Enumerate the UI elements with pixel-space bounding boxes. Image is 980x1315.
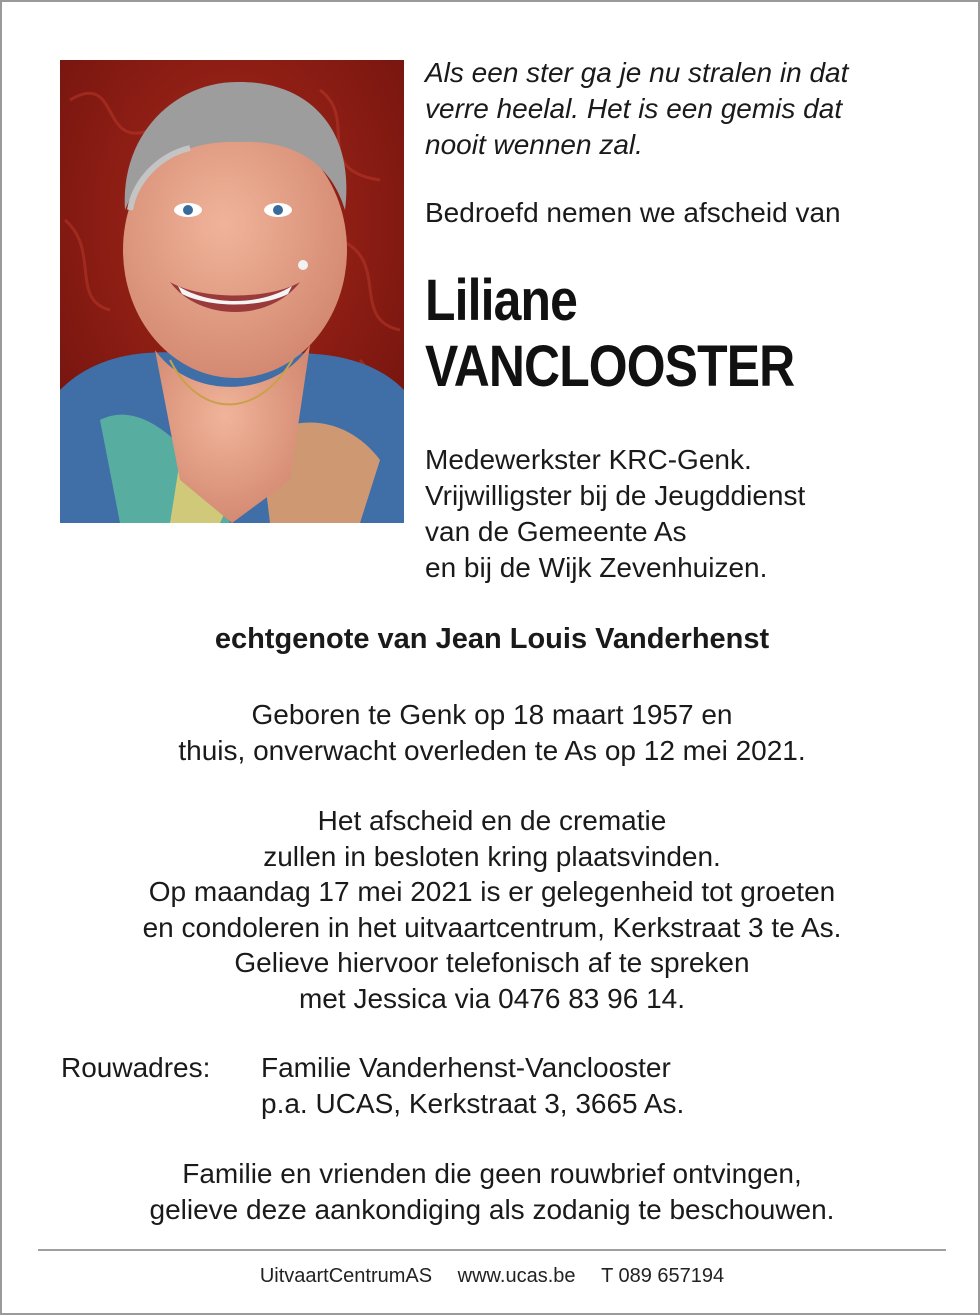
- birth-death-text: [2, 697, 980, 768]
- ceremony-line: zullen in besloten kring plaatsvinden.: [263, 840, 721, 872]
- intro-text: Bedroefd nemen we afscheid van: [425, 197, 841, 228]
- ceremony-text: [2, 803, 980, 1016]
- role-line: van de Gemeente As: [425, 516, 687, 547]
- portrait-illustration: [60, 60, 404, 523]
- born-line: thuis, onverwacht overleden te As op 12 mei 2021.: [178, 734, 806, 766]
- address-label: Rouwadres:: [61, 1052, 211, 1083]
- footer: [2, 1262, 980, 1290]
- ceremony-line: met Jessica via 0476 83 96 14.: [298, 982, 685, 1014]
- poem-line: Als een ster ga je nu stralen in dat: [425, 57, 849, 88]
- ceremony-line: Op maandag 17 mei 2021 is er gelegenheid tot groeten: [148, 876, 836, 907]
- spouse-line: echtgenote van Jean Louis Vanderhenst: [214, 623, 770, 655]
- poem-line: verre heelal. Het is een gemis dat: [425, 93, 843, 124]
- poem-line: nooit wennen zal.: [425, 129, 643, 160]
- ceremony-line: Gelieve hiervoor telefonisch af te spreken: [234, 947, 750, 978]
- footer-website: www.ucas.be: [457, 1265, 576, 1287]
- footer-divider: [38, 1249, 946, 1251]
- address-line: Familie Vanderhenst-Vanclooster: [261, 1052, 671, 1083]
- footer-company: UitvaartCentrumAS: [259, 1265, 433, 1287]
- portrait-photo: [60, 60, 404, 523]
- footer-phone: T 089 657194: [601, 1265, 725, 1287]
- notice-line: Familie en vrienden die geen rouwbrief ontvingen,: [182, 1158, 802, 1189]
- role-line: Medewerkster KRC-Genk.: [425, 444, 752, 475]
- address-line: p.a. UCAS, Kerkstraat 3, 3665 As.: [261, 1088, 685, 1119]
- ceremony-line: Het afscheid en de crematie: [317, 805, 667, 836]
- first-name: Liliane: [425, 268, 577, 333]
- memorial-poem: [425, 55, 848, 163]
- role-line: Vrijwilligster bij de Jeugddienst: [425, 480, 806, 511]
- address-lines: [261, 1050, 684, 1122]
- roles-text: [425, 442, 805, 586]
- born-line: Geboren te Genk op 18 maart 1957 en: [251, 699, 733, 730]
- notice-text: [2, 1156, 980, 1227]
- ceremony-line: en condoleren in het uitvaartcentrum, Kerkstraat 3 te As.: [142, 911, 842, 943]
- deceased-name: [425, 268, 794, 400]
- last-name: VANCLOOSTER: [425, 334, 795, 399]
- role-line: en bij de Wijk Zevenhuizen.: [425, 552, 768, 583]
- notice-line: gelieve deze aankondiging als zodanig te beschouwen.: [149, 1193, 835, 1225]
